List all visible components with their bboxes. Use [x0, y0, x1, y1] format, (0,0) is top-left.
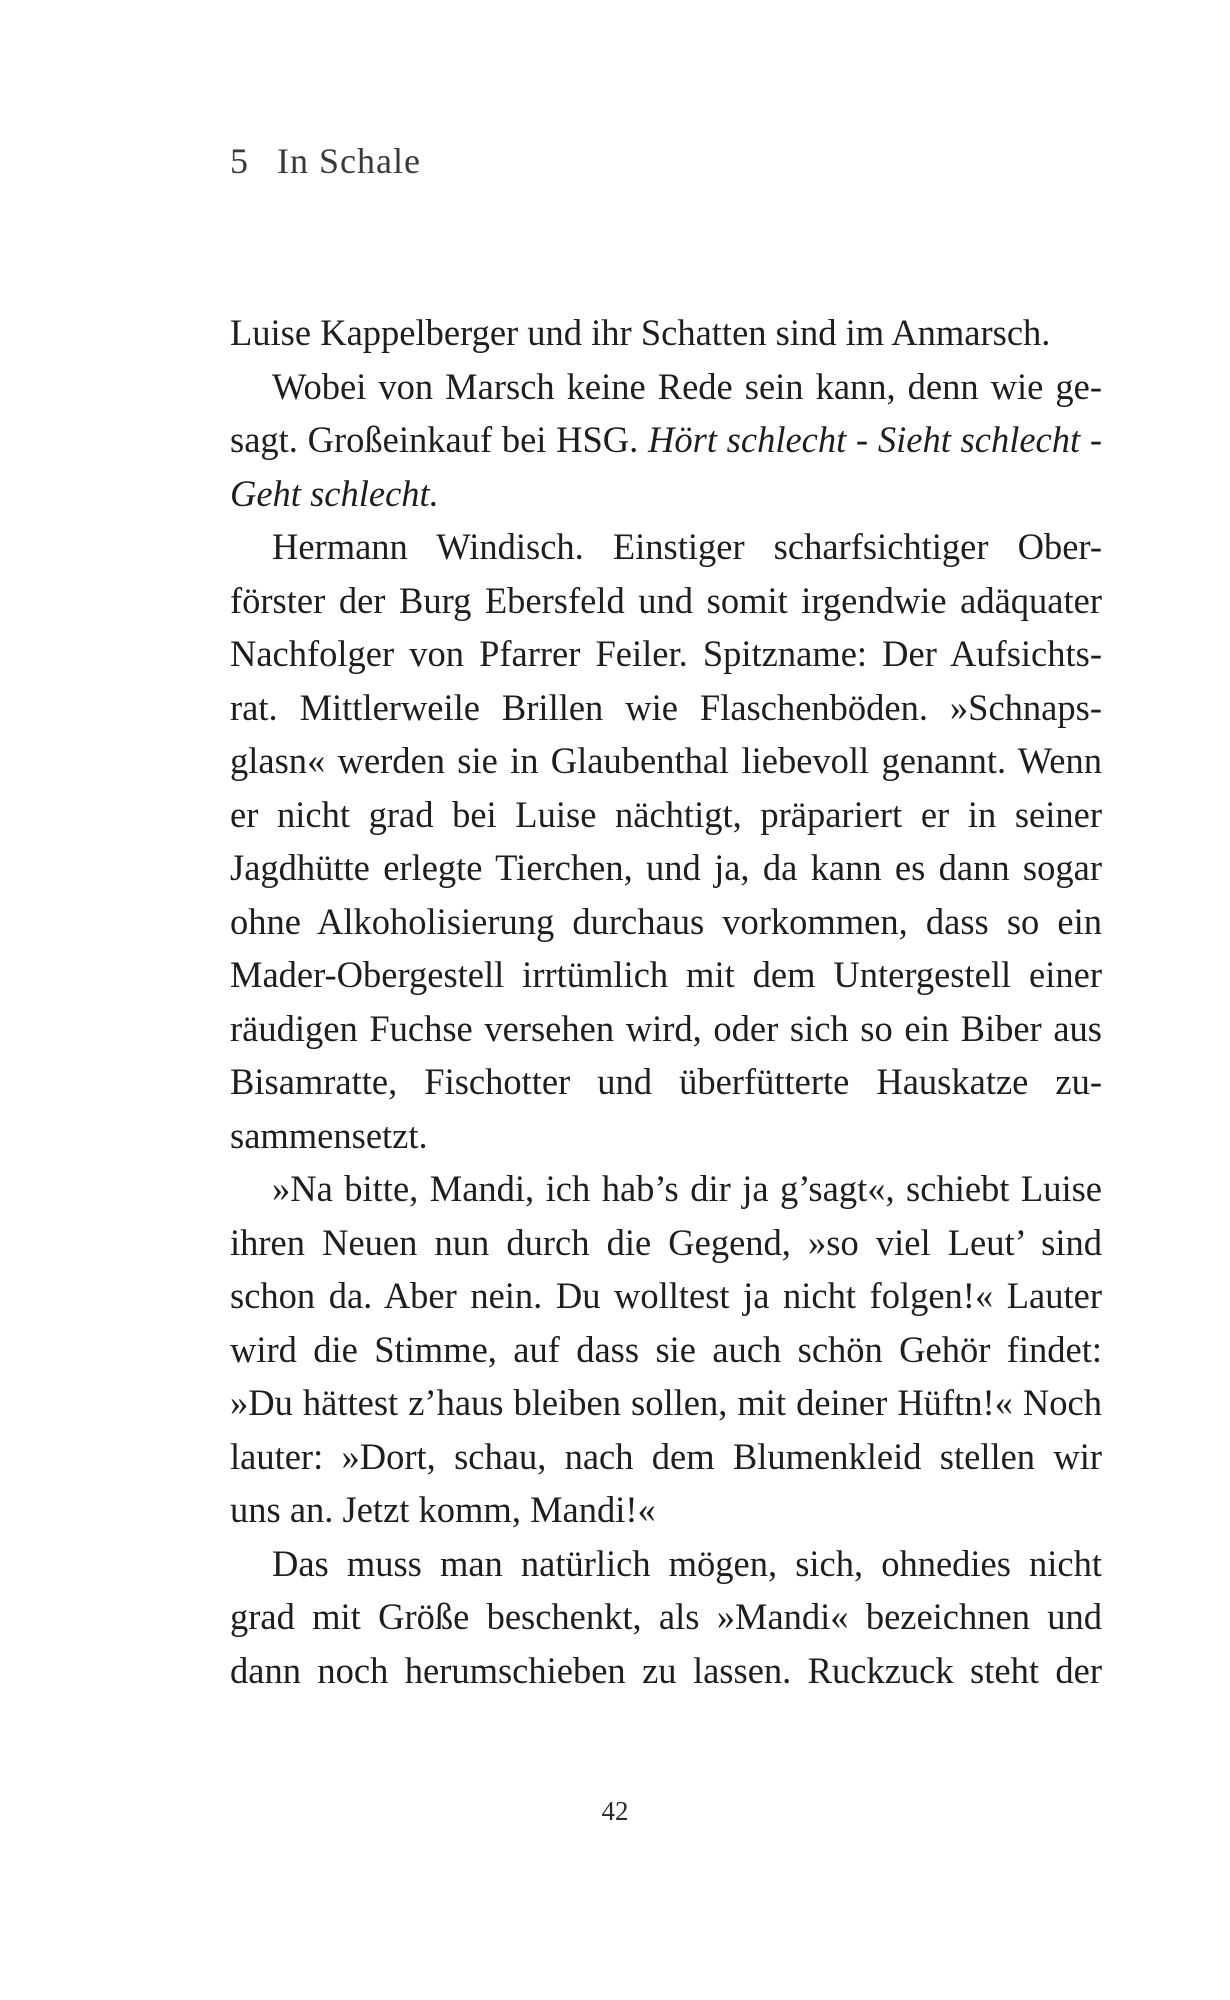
- chapter-number: 5: [230, 141, 249, 181]
- text-line: Wobei von Marsch keine Rede sein kann, denn wie ge-: [272, 365, 1102, 407]
- text-line: Nachfolger von Pfarrer Feiler. Spitzname: Der Aufsichts-: [230, 633, 1102, 674]
- text-line: Hermann Windisch. Einstiger scharfsichtiger Ober-: [272, 526, 1102, 567]
- text-line: er nicht grad bei Luise nächtigt, präpariert er in seiner: [230, 793, 1102, 835]
- text-line: dann noch herumschieben zu lassen. Ruckzuck steht der: [230, 1649, 1102, 1691]
- text-line: förster der Burg Ebersfeld und somit irgendwie adäquater: [230, 579, 1102, 621]
- text-line: [230, 413, 1102, 467]
- text-line: lauter: »Dort, schau, nach dem Blumenkleid stellen wir: [230, 1435, 1102, 1477]
- italic-text: Geht schlecht.: [230, 472, 439, 514]
- text-line: »Du hättest z’haus bleiben sollen, mit deiner Hüftn!« Noch: [230, 1382, 1102, 1423]
- text-line: sammensetzt.: [230, 1114, 428, 1156]
- chapter-title: In Schale: [277, 141, 421, 181]
- text-line: uns an. Jetzt komm, Mandi!«: [230, 1489, 656, 1530]
- text-line: ohne Alkoholisierung durchaus vorkommen, dass so ein: [230, 900, 1102, 942]
- text-line: grad mit Größe beschenkt, als »Mandi« bezeichnen und: [230, 1596, 1102, 1637]
- text-line: Bisamratte, Fischotter und überfütterte Hauskatze zu-: [230, 1061, 1102, 1102]
- text-line: Luise Kappelberger und ihr Schatten sind im Anmarsch.: [230, 312, 1051, 353]
- text-line: ihren Neuen nun durch die Gegend, »so viel Leut’ sind: [230, 1221, 1102, 1263]
- text-line: Mader-Obergestell irrtümlich mit dem Untergestell einer: [230, 954, 1102, 995]
- text-line: [230, 467, 1102, 521]
- text-segment: sagt. Großeinkauf bei HSG.: [230, 419, 639, 460]
- body-text: [230, 306, 1102, 1697]
- text-line: schon da. Aber nein. Du wolltest ja nicht folgen!« Lauter: [230, 1275, 1102, 1316]
- text-line: Das muss man natürlich mögen, sich, ohnedies nicht: [272, 1542, 1102, 1584]
- text-line: »Na bitte, Mandi, ich hab’s dir ja g’sagt«, schiebt Luise: [272, 1168, 1102, 1209]
- chapter-heading: [230, 140, 421, 182]
- italic-text: Hört schlecht - Sieht schlecht -: [648, 419, 1103, 460]
- text-line: Jagdhütte erlegte Tierchen, und ja, da kann es dann sogar: [230, 847, 1102, 888]
- page-number: 42: [601, 1796, 629, 1826]
- text-line: räudigen Fuchse versehen wird, oder sich so ein Biber aus: [230, 1007, 1102, 1049]
- text-line: glasn« werden sie in Glaubenthal liebevoll genannt. Wenn: [230, 740, 1102, 781]
- text-line: wird die Stimme, auf dass sie auch schön Gehör findet:: [230, 1328, 1102, 1370]
- text-line: rat. Mittlerweile Brillen wie Flaschenböden. »Schnaps-: [230, 686, 1102, 728]
